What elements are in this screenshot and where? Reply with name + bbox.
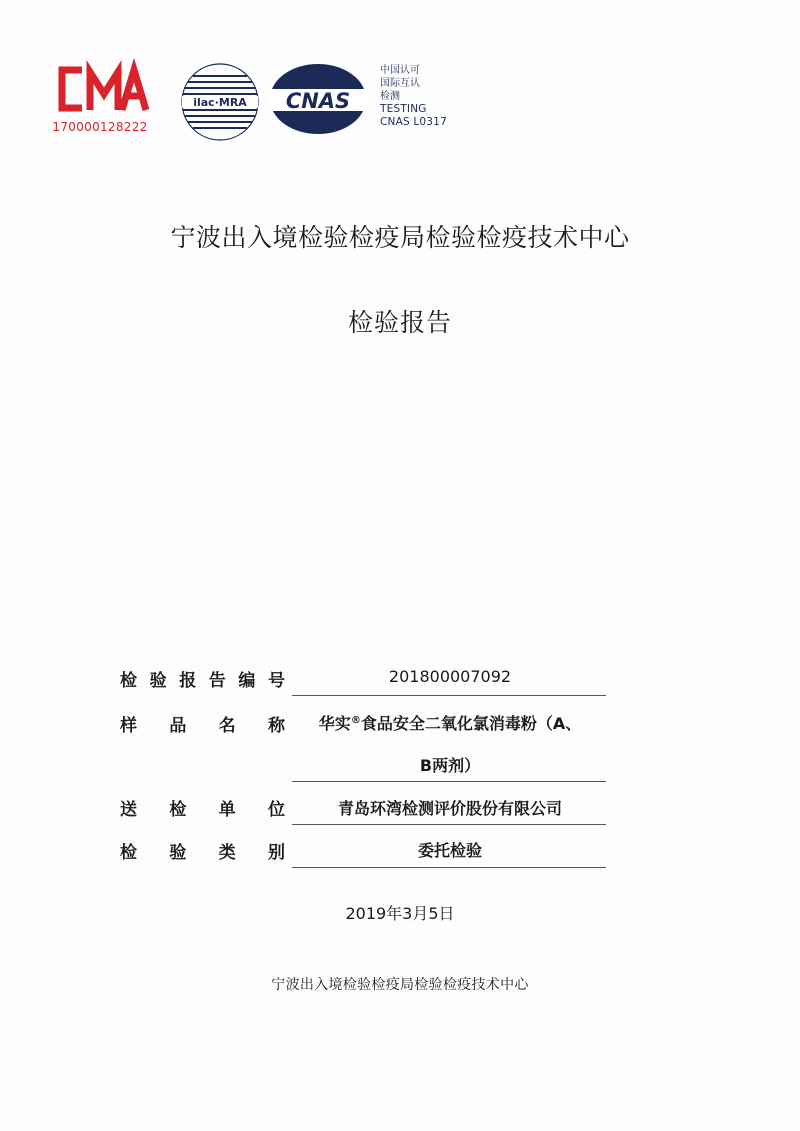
- sample-name-value-line-2: B两剂）: [419, 756, 481, 775]
- registered-trademark-mark: ®: [350, 715, 361, 726]
- submitter-underline: [292, 824, 606, 825]
- cma-certificate-number: 170000128222: [52, 120, 148, 134]
- submitter-value: 青岛环湾检测评价股份有限公司: [337, 799, 562, 818]
- submitter-label: 送 检 单 位: [120, 800, 285, 820]
- inspection-category-label: 检 验 类 别: [120, 843, 285, 863]
- inspection-category-value: 委托检验: [417, 841, 482, 860]
- ilac-mra-logo: [178, 60, 262, 144]
- cnas-accreditation-text: [380, 64, 447, 129]
- cnas-cn-line-3: 检测: [380, 91, 400, 102]
- footer-organization: 宁波出入境检验检疫局检验检疫技术中心: [271, 977, 529, 993]
- cnas-cn-line-1: 中国认可: [380, 65, 420, 76]
- cnas-logo: [268, 62, 368, 136]
- cnas-en-line-2: CNAS L0317: [380, 116, 447, 128]
- report-title: 检验报告: [347, 308, 452, 337]
- cnas-en-line-1: TESTING: [380, 103, 427, 115]
- sample-name-underline: [292, 781, 606, 782]
- organization-title: 宁波出入境检验检疫局检验检疫技术中心: [170, 223, 630, 252]
- inspection-category-underline: [292, 867, 606, 868]
- report-number-underline: [292, 695, 606, 696]
- sample-name-value-line-1: 华实®食品安全二氧化氯消毒粉（A、: [318, 714, 582, 733]
- svg-text:CNAS: CNAS: [285, 89, 351, 113]
- report-date: 2019年3月5日: [345, 904, 455, 923]
- report-number-label: 检 验 报 告 编 号: [120, 671, 285, 691]
- report-number-value: 201800007092: [388, 667, 512, 686]
- svg-text:ilac·MRA: ilac·MRA: [193, 96, 247, 109]
- cnas-cn-line-2: 国际互认: [380, 78, 420, 89]
- sample-name-label: 样 品 名 称: [120, 716, 285, 736]
